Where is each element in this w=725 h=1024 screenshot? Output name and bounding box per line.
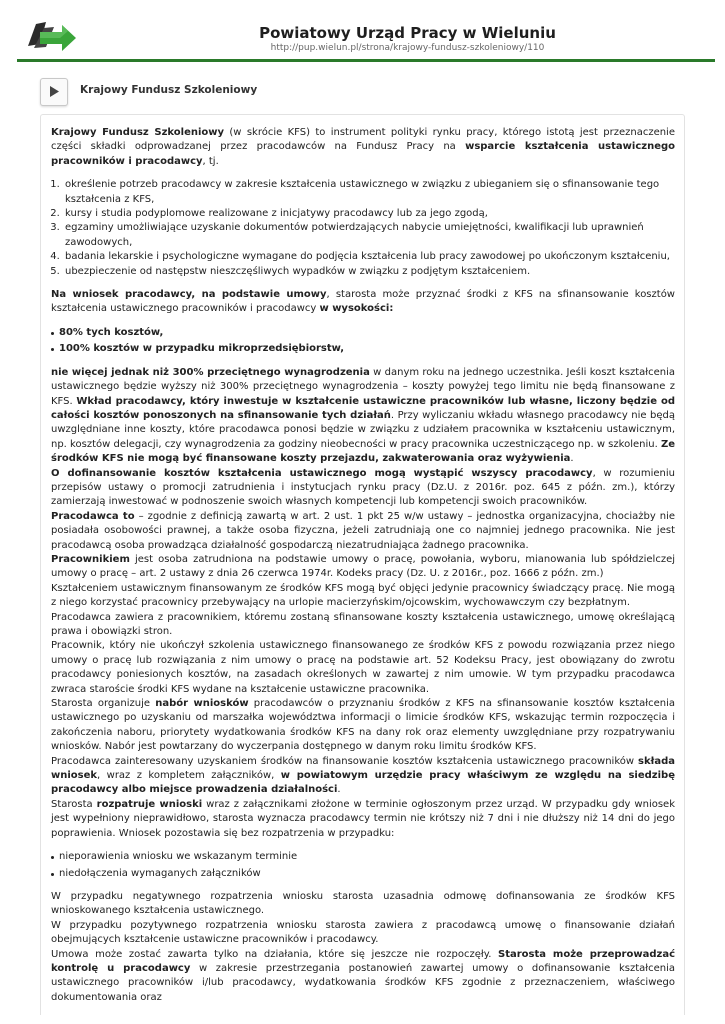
employee-term: Pracownikiem — [51, 553, 130, 565]
list-item: 5. ubezpieczenie od następstw nieszczęśliwych wypadków w związku z podjętym kształceniem. — [63, 265, 675, 279]
intro-text: (w skrócie KFS) to instrument polityki rynku pracy, którego istotą jest przeznaczenie części składki odprowadzanej przez pracodawców na Fundusz Pracy na — [51, 127, 675, 153]
eligibility-paragraph — [51, 467, 675, 510]
inspection-emphasis: Starosta może przeprowadzać kontrolę u pracodawcy — [51, 948, 675, 974]
list-item: niedołączenia wymaganych załączników — [51, 867, 675, 881]
play-arrow-icon — [48, 85, 60, 98]
review-text: wraz z załącznikami złożone w terminie ogłoszonym przez urząd. W przypadku gdy wniosek jest wypełniony nieprawidłowo, starosta wyznacza pracodawcy termin nie krótszy niż 7 dni i nie dłuższy niż 14 dni do jego poprawienia. Wniosek pozostawia się bez rozpatrzenia w przypadku: — [51, 798, 675, 839]
recruitment-paragraph — [51, 697, 675, 755]
contract-text: w zakresie przestrzegania postanowień zawartej umowy o dofinansowanie kształcenia ustawicznego pracowników i/lub pracodawcy, wydatkowania środków KFS zgodnie z przeznaczeniem, właściwego dokumentowania oraz — [51, 962, 675, 1003]
limit-text: w danym roku na jednego uczestnika. Jeśli koszt kształcenia ustawicznego będzie wyższy niż 300% przeciętnego wynagrodzenia – koszty powyżej tego limitu nie będą finansowane z KFS. — [51, 366, 675, 407]
list-item: 3. egzaminy umożliwiające uzyskanie dokumentów potwierdzających nabycie umiejętności, kwalifikacji lub uprawnień zawodowych, — [63, 221, 675, 250]
employee-text: jest osoba zatrudniona na podstawie umowy o pracę, powołania, wyboru, mianowania lub spółdzielczej umowy o pracę – art. 2 ustawy z dnia 26 czerwca 1974r. Kodeks pracy (Dz. U. z 2016r., poz. 1666 z późn. zm.) — [51, 553, 675, 580]
page-heading — [0, 62, 725, 114]
contribution-text: . Przy wyliczaniu wkładu własnego pracodawcy nie będą uwzględniane inne koszty, które pracodawca ponosi będzie w związku z udziałem pracownika w kształceniu ustawicznym, np. kosztów delegacji, czy wynagrodzenia za godziny nieobecności w pracy pracownika uczestniczącego np. w szkoleniu. — [51, 409, 675, 450]
list-item: 1. określenie potrzeb pracodawcy w zakresie kształcenia ustawicznego w związku z ubieganiem się o sfinansowanie tego kształcenia z KFS, — [63, 178, 675, 207]
eligibility-emphasis: O dofinansowanie kosztów kształcenia ustawicznego mogą wystąpić wszyscy pracodawcy — [51, 467, 593, 479]
intro-paragraph — [51, 126, 675, 169]
limit-emphasis: nie więcej jednak niż 300% przeciętnego wynagrodzenia — [51, 366, 370, 378]
request-text: , starosta może przyznać środki z KFS na sfinansowanie kosztów kształcenia ustawicznego pracowników i pracodawcy — [51, 289, 675, 315]
eligibility-text: , w rozumieniu przepisów ustawy o promocji zatrudnienia i instytucjach rynku pracy (Dz.U. z 2016r. poz. 645 z późn. zm.), którzy zamierzają inwestować w podnoszenie swoich własnych kompetencji lub kompetencji swoich pracowników. — [51, 467, 676, 508]
review-start: Starosta — [51, 798, 97, 810]
contribution-emphasis: Wkład pracodawcy, który inwestuje w kształcenie ustawiczne pracowników lub własne, liczony będzie od całości kosztów ponoszonych na sfinansowanie tych działań — [51, 395, 675, 421]
submission-place-emphasis: w powiatowym urzędzie pracy właściwym ze względu na siedzibę pracodawcy albo miejsce prowadzenia działalności — [51, 770, 675, 796]
intro-emphasis: wsparcie kształcenia ustawicznego pracowników i pracodawcy — [51, 141, 676, 167]
kfs-name: Krajowy Fundusz Szkoleniowy — [51, 127, 225, 138]
intro-end: , tj. — [202, 155, 219, 167]
article-content — [40, 114, 685, 1015]
list-item: 2. kursy i studia podyplomowe realizowane z inicjatywy pracodawcy lub za jego zgodą, — [63, 207, 675, 221]
request-emphasis: Na wniosek pracodawcy, na podstawie umowy — [51, 289, 327, 301]
refund-paragraph: Pracownik, który nie ukończył szkolenia ustawicznego finansowanego ze środków KFS z powodu rozwiązania przez niego umowy o pracę lub rozwiązania z nim umowy o pracę na podstawie art. 52 Kodeksu Pracy, jest obowiązany do zwrotu pracodawcy poniesionych kosztów, na zasadach określonych w zawartej z nim umowie. W tym przypadku pracodawca zwraca staroście środki KFS wydane na kształcenie ustawiczne pracownika. — [51, 640, 675, 695]
excluded-costs-emphasis: Ze środków KFS nie mogą być finansowane koszty przejazdu, zakwaterowania oraz wyżywienia — [51, 438, 675, 465]
employer-definition — [51, 510, 675, 553]
back-arrow-button[interactable] — [40, 78, 68, 106]
site-title: Powiatowy Urząd Pracy w Wieluniu — [259, 24, 556, 42]
submission-emphasis: składa wniosek — [51, 755, 675, 782]
agreement-paragraph: Pracodawca zawiera z pracownikiem, któremu zostaną sfinansowane koszty kształcenia ustawicznego, umowę określającą prawa i obowiązki stron. — [51, 611, 675, 637]
list-item: 4. badania lekarskie i psychologiczne wymagane do podjęcia kształcenia lub pracy zawodowej po ukończonym kształceniu, — [63, 250, 675, 264]
page-url: http://pup.wielun.pl/strona/krajowy-fundusz-szkoleniowy/110 — [270, 43, 545, 53]
amounts-list — [51, 326, 675, 357]
submission-end: . — [337, 784, 341, 796]
review-paragraph — [51, 798, 675, 841]
negative-decision-paragraph: W przypadku negatywnego rozpatrzenia wniosku starosta uzasadnia odmowę dofinansowania ze środków KFS wnioskowanego kształcenia ustawicznego. — [51, 890, 675, 917]
amount-80: 80% tych kosztów, — [59, 326, 164, 338]
pup-logo-icon[interactable] — [26, 18, 78, 54]
amount-100: 100% kosztów w przypadku mikroprzedsiębiorstw, — [59, 343, 345, 355]
contract-paragraph — [51, 948, 675, 1006]
positive-decision-paragraph: W przypadku pozytywnego rozpatrzenia wniosku starosta zawiera z pracodawcą umowę o finansowanie działań obejmujących kształcenie ustawiczne pracowników i pracodawcy. — [51, 919, 675, 946]
submission-text: , wraz z kompletem załączników, — [97, 770, 281, 782]
purposes-list — [51, 178, 675, 279]
list-item: nieporawienia wniosku we wskazanym terminie — [51, 850, 675, 864]
request-paragraph — [51, 288, 675, 317]
recruitment-emphasis: nabór wniosków — [155, 698, 249, 710]
rejection-cases-list — [51, 850, 675, 881]
request-amount-label: w wysokości: — [319, 303, 394, 315]
list-item — [51, 342, 675, 356]
employer-term: Pracodawca to — [51, 510, 135, 522]
employer-text: – zgodnie z definicją zawartą w art. 2 ust. 1 pkt 25 w/w ustawy – jednostka organizacyjna, chociażby nie posiadała osobowości prawnej, a także osoba fizyczna, jeżeli zatrudniają one co najmniej jednego pracownika. Nie jest pracodawcą osoba prowadząca działalność gospodarczą niezatrudniająca żadnego pracownika. — [51, 510, 676, 551]
submission-paragraph — [51, 755, 675, 798]
contract-start: Umowa może zostać zawarta tylko na działania, które się jeszcze nie rozpoczęły. — [51, 948, 499, 960]
list-item — [51, 326, 675, 340]
site-header — [0, 0, 725, 62]
page-title: Krajowy Fundusz Szkoleniowy — [80, 84, 258, 96]
limit-paragraph — [51, 366, 675, 467]
recruitment-start: Starosta organizuje — [51, 698, 156, 710]
review-emphasis: rozpatruje wnioski — [96, 798, 203, 810]
recruitment-text: pracodawców o przyznaniu środków z KFS na sfinansowanie kosztów kształcenia ustawicznego po uzyskaniu od marszałka województwa informacji o limicie środków KFS, wskazując termin rozpoczęcia i zakończenia naboru, priorytety wydatkowania środków KFS na dany rok oraz elementy uwzględniane przy rozpatrywaniu wniosków. Nabór jest powtarzany do wyczerpania dostępnego w danym roku limitu środków KFS. — [51, 698, 676, 753]
training-eligibility-paragraph: Kształceniem ustawicznym finansowanym ze środków KFS mogą być objęci jedynie pracownicy świadczący pracę. Nie mogą z niego korzystać pracownicy przebywający na urlopie macierzyńskim/ojcowskim, wychowawczym czy bezpłatnym. — [51, 582, 675, 609]
submission-start: Pracodawca zainteresowany uzyskaniem środków na finansowanie kosztów kształcenia ustawicznego pracowników — [51, 755, 639, 767]
limit-end: . — [570, 453, 574, 465]
employee-definition — [51, 553, 675, 582]
